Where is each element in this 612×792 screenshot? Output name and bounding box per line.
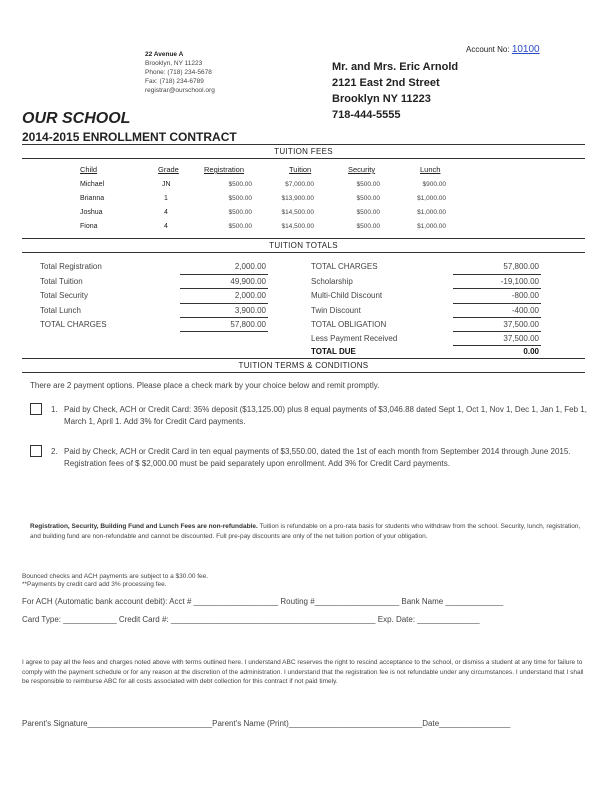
col-registration: Registration xyxy=(204,165,245,174)
cell-registration: $500.00 xyxy=(228,209,252,216)
total-obligation-label: TOTAL OBLIGATION xyxy=(311,320,387,329)
refund-policy-bold: Registration, Security, Building Fund and Lunch Fees are non-refundable. xyxy=(30,523,258,530)
cell-grade: 4 xyxy=(164,223,168,230)
total-registration-label: Total Registration xyxy=(40,262,102,271)
section-tuition-fees: TUITION FEES xyxy=(22,144,585,159)
divider xyxy=(453,274,541,275)
divider xyxy=(453,303,541,304)
cell-child: Fiona xyxy=(80,223,98,230)
school-street: 22 Avenue A xyxy=(145,51,184,58)
total-security-label: Total Security xyxy=(40,291,89,300)
cell-lunch: $900.00 xyxy=(422,181,446,188)
school-phone: Phone: (718) 234-5678 xyxy=(145,69,212,76)
account-label: Account No: xyxy=(466,45,510,54)
agreement-text: I agree to pay all the fees and charges noted above with terms outlined here. I understand ABC reserves the right to rescind acceptance to the school, or dismiss a student at any time for failure to comply with the payment schedule or for any reason at the discretion of the administration. I understand that the registration fee is not refundable under any circumstances. I understand that I shall be responsible to reimburse ABC for all costs associated with debt collection for this contract if not paid timely. xyxy=(22,659,584,685)
cell-tuition: $14,500.00 xyxy=(281,209,314,216)
parent-phone: 718-444-5555 xyxy=(332,109,401,121)
total-charges-value: 57,800.00 xyxy=(230,320,266,329)
school-address xyxy=(145,50,215,95)
divider xyxy=(453,345,541,346)
divider xyxy=(453,317,541,318)
cell-registration: $500.00 xyxy=(228,181,252,188)
ach-line[interactable]: For ACH (Automatic bank account debit): Acct # ___________________ Routing #___________________ Bank Name _____________ xyxy=(22,597,504,606)
col-security: Security xyxy=(348,165,376,174)
cell-security: $500.00 xyxy=(356,209,380,216)
cell-security: $500.00 xyxy=(356,181,380,188)
divider xyxy=(180,331,268,332)
cell-child: Michael xyxy=(80,181,105,188)
option-2-number: 2. xyxy=(51,447,58,456)
payment-received-label: Less Payment Received xyxy=(311,334,398,343)
school-email: registrar@ourschool.org xyxy=(145,87,215,94)
total-tuition-value: 49,900.00 xyxy=(230,277,266,286)
option-1-checkbox[interactable] xyxy=(30,403,42,415)
parent-address xyxy=(332,59,458,123)
total-security-value: 2,000.00 xyxy=(234,291,266,300)
refund-policy xyxy=(30,522,586,541)
col-grade: Grade xyxy=(158,165,179,174)
col-tuition: Tuition xyxy=(289,165,312,174)
total-due-label: TOTAL DUE xyxy=(311,347,356,356)
cell-registration: $500.00 xyxy=(228,195,252,202)
col-lunch: Lunch xyxy=(420,165,441,174)
total-lunch-value: 3,900.00 xyxy=(234,306,266,315)
divider xyxy=(180,303,268,304)
cell-grade: JN xyxy=(162,181,171,188)
total-lunch-label: Total Lunch xyxy=(40,306,81,315)
cell-security: $500.00 xyxy=(356,223,380,230)
multi-child-discount-value: -800.00 xyxy=(511,291,539,300)
right-total-charges-label: TOTAL CHARGES xyxy=(311,262,378,271)
section-tuition-totals: TUITION TOTALS xyxy=(22,238,585,253)
divider xyxy=(453,288,541,289)
bounced-check-note: Bounced checks and ACH payments are subject to a $30.00 fee. xyxy=(22,573,209,580)
scholarship-label: Scholarship xyxy=(311,277,353,286)
cell-tuition: $14,500.00 xyxy=(281,223,314,230)
cell-lunch: $1,000.00 xyxy=(417,195,446,202)
school-city: Brooklyn, NY 11223 xyxy=(145,60,203,67)
school-fax: Fax: (718) 234-6789 xyxy=(145,78,204,85)
refund-policy-text: Tuition is refundable on a pro-rata basis for students who withdraw from the school. Security, lunch, registration, and building fund are non-refundable and cannot be discounted. Full pre-pay discounts are only of the net tuition portion of your obligation. xyxy=(30,523,581,540)
school-name: OUR SCHOOL xyxy=(22,110,131,127)
divider xyxy=(453,331,541,332)
cell-registration: $500.00 xyxy=(228,223,252,230)
account-value[interactable]: 10100 xyxy=(511,44,540,55)
parent-city: Brooklyn NY 11223 xyxy=(332,93,431,105)
parent-name: Mr. and Mrs. Eric Arnold xyxy=(332,61,459,73)
total-due-value: 0.00 xyxy=(523,347,539,356)
divider xyxy=(180,288,268,289)
col-child: Child xyxy=(80,165,98,174)
signature-line[interactable]: Parent's Signature____________________________Parent's Name (Print)______________________________Date________________ xyxy=(22,719,511,728)
total-tuition-label: Total Tuition xyxy=(40,277,83,286)
divider xyxy=(180,274,268,275)
twin-discount-value: -400.00 xyxy=(511,306,539,315)
cell-lunch: $1,000.00 xyxy=(417,223,446,230)
parent-street: 2121 East 2nd Street xyxy=(332,77,440,89)
contract-title: 2014-2015 ENROLLMENT CONTRACT xyxy=(22,130,237,144)
section-terms-conditions: TUITION TERMS & CONDITIONS xyxy=(22,358,585,373)
option-2-text: Paid by Check, ACH or Credit Card in ten equal payments of $3,550.00, dated the 1st of each month from September 2014 through June 2015. Registration fees of $ $2,000.00 must be paid separately upon enrollment. Add 3% for Credit Card payments. xyxy=(64,447,571,468)
cell-grade: 4 xyxy=(164,209,168,216)
cell-tuition: $13,900.00 xyxy=(281,195,314,202)
option-1-number: 1. xyxy=(51,405,58,414)
right-total-charges-value: 57,800.00 xyxy=(503,262,539,271)
cell-security: $500.00 xyxy=(356,195,380,202)
terms-intro: There are 2 payment options. Please place a check mark by your choice below and remit promptly. xyxy=(30,381,380,390)
cell-child: Brianna xyxy=(80,195,105,202)
credit-card-fee-note: **Payments by credit card add 3% processing fee. xyxy=(22,581,167,588)
cell-child: Joshua xyxy=(80,209,103,216)
payment-received-value: 37,500.00 xyxy=(503,334,539,343)
total-obligation-value: 37,500.00 xyxy=(503,320,539,329)
cell-grade: 1 xyxy=(164,195,168,202)
total-charges-label: TOTAL CHARGES xyxy=(40,320,107,329)
card-line[interactable]: Card Type: ____________ Credit Card #: ______________________________________________ Exp. Date: ______________ xyxy=(22,615,480,624)
cell-tuition: $7,000.00 xyxy=(285,181,314,188)
account-number xyxy=(466,44,540,55)
total-registration-value: 2,000.00 xyxy=(234,262,266,271)
multi-child-discount-label: Multi-Child Discount xyxy=(311,291,383,300)
divider xyxy=(180,317,268,318)
scholarship-value: -19,100.00 xyxy=(500,277,539,286)
twin-discount-label: Twin Discount xyxy=(311,306,361,315)
option-1-text: Paid by Check, ACH or Credit Card: 35% deposit ($13,125.00) plus 8 equal payments of $3,046.88 dated Sept 1, Oct 1, Nov 1, Dec 1, Jan 1, Feb 1, March 1, April 1. Add 3% for Credit Card payments. xyxy=(64,405,587,426)
cell-lunch: $1,000.00 xyxy=(417,209,446,216)
option-2-checkbox[interactable] xyxy=(30,445,42,457)
